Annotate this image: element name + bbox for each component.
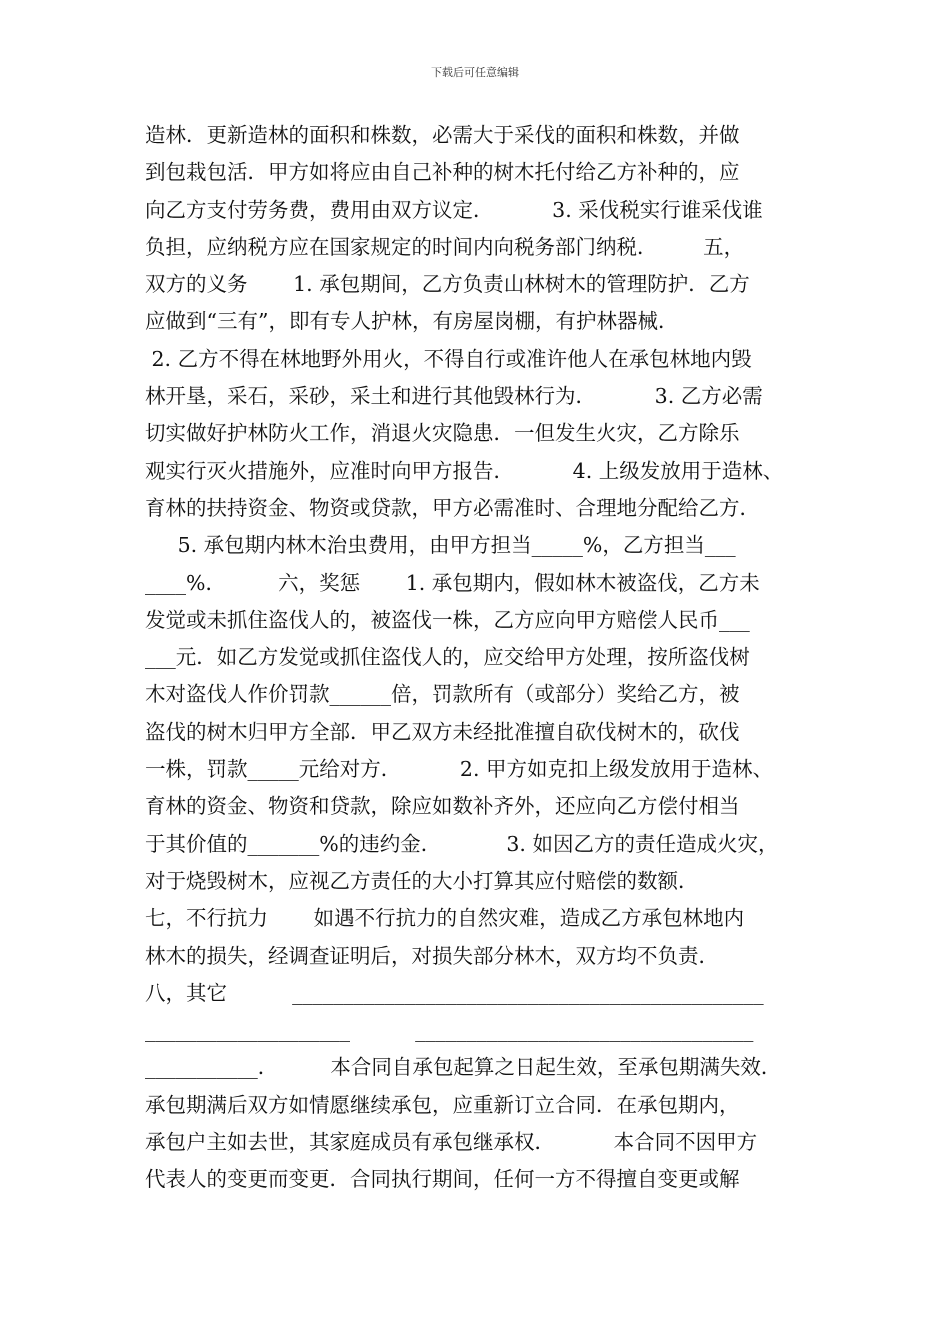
- text-line: 2. 乙方不得在林地野外用火，不得自行或准许他人在承包林地内毁: [145, 346, 752, 371]
- text-line: ___元．如乙方发觉或抓住盗伐人的，应交给甲方处理，按所盗伐树: [145, 645, 750, 670]
- text-line: 于其价值的_______%的违约金． 3. 如因乙方的责任造成火灾，: [145, 831, 779, 856]
- text-line: 造林．更新造林的面积和株数，必需大于采伐的面积和株数，并做: [145, 123, 740, 147]
- text-line: 木对盗伐人作价罚款______倍，罚款所有（或部分）奖给乙方，被: [145, 682, 740, 707]
- text-line: ____________________ _________________________________: [145, 1018, 754, 1043]
- contract-body-text: [145, 117, 825, 1199]
- text-line: 八，其它 ______________________________________________: [145, 980, 764, 1005]
- text-line: 育林的资金、物资和贷款，除应如数补齐外，还应向乙方偿付相当: [145, 794, 740, 819]
- text-line: 观实行灭火措施外，应准时向甲方报告． 4. 上级发放用于造林、: [145, 458, 784, 483]
- text-line: 七，不行抗力 如遇不行抗力的自然灾难，造成乙方承包林地内: [145, 906, 745, 931]
- text-line: 发觉或未抓住盗伐人的，被盗伐一株，乙方应向甲方赔偿人民币___: [145, 607, 750, 632]
- text-line: 育林的扶持资金、物资或贷款，甲方必需准时、合理地分配给乙方．: [145, 495, 760, 520]
- text-line: ____%． 六，奖惩 1. 承包期内，假如林木被盗伐，乙方未: [145, 570, 760, 595]
- text-line: 承包期满后双方如情愿继续承包，应重新订立合同．在承包期内，: [145, 1092, 740, 1117]
- text-line: 林开垦，采石，采砂，采土和进行其他毁林行为． 3. 乙方必需: [145, 384, 763, 409]
- text-line: 切实做好护林防火工作，消退火灾隐患．一但发生火灾，乙方除乐: [145, 421, 740, 446]
- text-line: 应做到“三有”，即有专人护林，有房屋岗棚，有护林器械．: [145, 309, 679, 334]
- text-line: 向乙方支付劳务费，费用由双方议定． 3. 采伐税实行谁采伐谁: [145, 197, 763, 222]
- text-line: 代表人的变更而变更．合同执行期间，任何一方不得擅自变更或解: [145, 1167, 740, 1192]
- text-line: 负担，应纳税方应在国家规定的时间内向税务部门纳税． 五，: [145, 234, 745, 259]
- text-line: 林木的损失，经调查证明后，对损失部分林木，双方均不负责．: [145, 943, 719, 968]
- text-line: 对于烧毁树木，应视乙方责任的大小打算其应付赔偿的数额．: [145, 868, 699, 893]
- text-line: 一株，罚款_____元给对方． 2. 甲方如克扣上级发放用于造林、: [145, 757, 773, 782]
- text-line: 承包户主如去世，其家庭成员有承包继承权． 本合同不因甲方: [145, 1130, 758, 1155]
- text-line: 盗伐的树木归甲方全部．甲乙双方未经批准擅自砍伐树木的，砍伐: [145, 719, 740, 744]
- text-line: 到包栽包活．甲方如将应由自己补种的树木托付给乙方补种的，应: [145, 160, 740, 185]
- text-line: 双方的义务 1. 承包期间，乙方负责山林树木的管理防护．乙方: [145, 272, 750, 297]
- text-line: ___________． 本合同自承包起算之日起生效，至承包期满失效．: [145, 1055, 782, 1080]
- text-line: 5. 承包期内林木治虫费用，由甲方担当_____%，乙方担当___: [145, 533, 736, 558]
- page-header: 下载后可任意编辑: [431, 66, 519, 79]
